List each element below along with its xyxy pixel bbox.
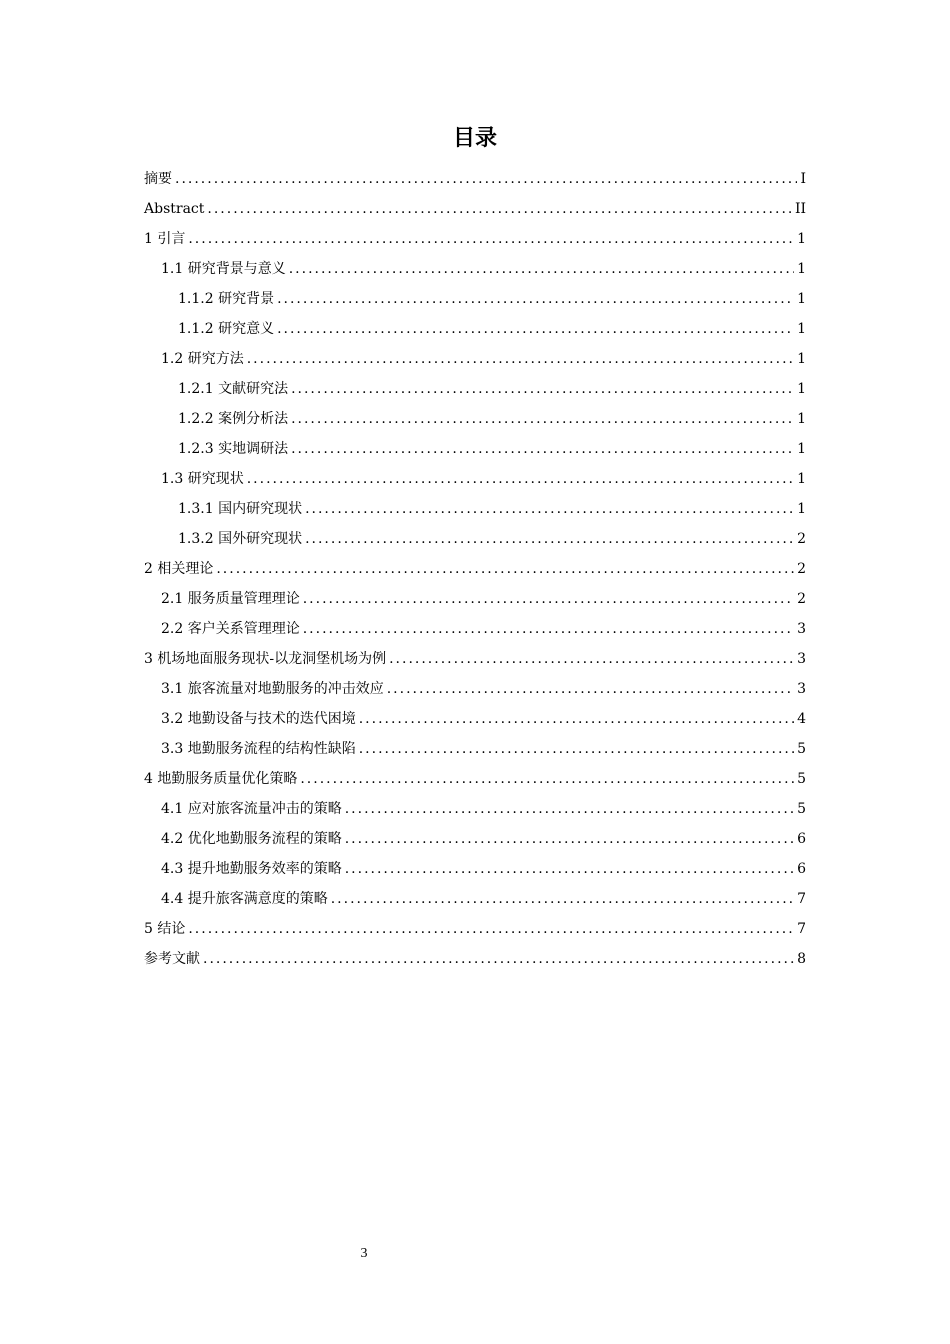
toc-entry[interactable] <box>144 824 806 854</box>
toc-entry[interactable] <box>144 944 806 974</box>
toc-entry-label: 3.1 旅客流量对地勤服务的冲击效应 <box>161 681 384 697</box>
toc-dot-leader <box>300 764 794 794</box>
toc-entry[interactable] <box>144 374 806 404</box>
toc-entry-page: 1 <box>797 441 806 457</box>
toc-dot-leader <box>188 224 794 254</box>
toc-dot-leader <box>331 884 794 914</box>
toc-entry[interactable] <box>144 554 806 584</box>
toc-entry-page: 6 <box>797 831 806 847</box>
toc-dot-leader <box>345 794 794 824</box>
toc-entry-page: 7 <box>797 891 806 907</box>
toc-entry-label: 4.2 优化地勤服务流程的策略 <box>161 831 342 847</box>
toc-dot-leader <box>277 284 794 314</box>
toc-dot-leader <box>247 464 794 494</box>
toc-entry[interactable] <box>144 764 806 794</box>
toc-entry-page: 1 <box>797 501 806 517</box>
toc-entry-page: 3 <box>797 621 806 637</box>
toc-entry[interactable] <box>144 344 806 374</box>
toc-entry-label: 4.4 提升旅客满意度的策略 <box>161 891 328 907</box>
toc-entry[interactable] <box>144 464 806 494</box>
toc-entry-page: 5 <box>797 771 806 787</box>
toc-dot-leader <box>305 524 794 554</box>
toc-entry-label: 1.1.2 研究意义 <box>178 321 275 337</box>
toc-title: 目录 <box>452 126 497 151</box>
page-number: 3 <box>360 1246 368 1261</box>
toc-dot-leader <box>303 584 794 614</box>
toc-entry-label: 1.2 研究方法 <box>161 351 244 367</box>
toc-entry[interactable] <box>144 614 806 644</box>
toc-entry-page: 6 <box>797 861 806 877</box>
toc-dot-leader <box>207 194 792 224</box>
toc-entry-label: 3.3 地勤服务流程的结构性缺陷 <box>161 741 356 757</box>
toc-entry[interactable] <box>144 674 806 704</box>
toc-dot-leader <box>359 734 794 764</box>
toc-entry-page: 8 <box>797 951 806 967</box>
toc-entry-page: 2 <box>797 591 806 607</box>
toc-entry-label: 4.3 提升地勤服务效率的策略 <box>161 861 342 877</box>
toc-entry-page: 1 <box>797 351 806 367</box>
toc-dot-leader <box>345 824 794 854</box>
toc-entry[interactable] <box>144 734 806 764</box>
toc-entry[interactable] <box>144 284 806 314</box>
toc-entry-label: 1.3.2 国外研究现状 <box>178 531 303 547</box>
toc-entry[interactable] <box>144 314 806 344</box>
toc-dot-leader <box>389 644 794 674</box>
toc-entry-page: 1 <box>797 231 806 247</box>
toc-entry-page: I <box>800 171 806 187</box>
toc-entry-page: II <box>794 201 806 217</box>
toc-entry-page: 1 <box>797 261 806 277</box>
toc-entry-label: 2.2 客户关系管理理论 <box>161 621 300 637</box>
toc-dot-leader <box>175 164 797 194</box>
toc-dot-leader <box>216 554 794 584</box>
toc-entry-label: 3 机场地面服务现状-以龙洞堡机场为例 <box>144 651 387 667</box>
toc-dot-leader <box>303 614 794 644</box>
toc-dot-leader <box>291 434 794 464</box>
toc-dot-leader <box>305 494 794 524</box>
toc-entry[interactable] <box>144 704 806 734</box>
toc-entry-label: 5 结论 <box>144 921 186 937</box>
toc-dot-leader <box>387 674 794 704</box>
toc-entry[interactable] <box>144 224 806 254</box>
toc-entry-label: 1.1 研究背景与意义 <box>161 261 286 277</box>
toc-dot-leader <box>359 704 794 734</box>
toc-dot-leader <box>203 944 794 974</box>
toc-entry-label: 4 地勤服务质量优化策略 <box>144 771 298 787</box>
toc-dot-leader <box>277 314 794 344</box>
toc-entry-page: 2 <box>797 531 806 547</box>
toc-entry-page: 1 <box>797 411 806 427</box>
toc-entry-page: 5 <box>797 801 806 817</box>
toc-entry[interactable] <box>144 854 806 884</box>
toc-entry-label: 1.2.2 案例分析法 <box>178 411 289 427</box>
toc-entry-label: 1.1.2 研究背景 <box>178 291 275 307</box>
toc-entry-label: 1.3 研究现状 <box>161 471 244 487</box>
toc-entry[interactable] <box>144 794 806 824</box>
toc-entry[interactable] <box>144 884 806 914</box>
toc-entry-page: 7 <box>797 921 806 937</box>
toc-entry[interactable] <box>144 494 806 524</box>
toc-entry-label: 3.2 地勤设备与技术的迭代困境 <box>161 711 356 727</box>
toc-entry-label: 2 相关理论 <box>144 561 214 577</box>
toc-entry-page: 1 <box>797 471 806 487</box>
toc-entry[interactable] <box>144 644 806 674</box>
table-of-contents <box>144 164 806 974</box>
toc-entry[interactable] <box>144 434 806 464</box>
toc-entry-page: 4 <box>797 711 806 727</box>
toc-entry-label: 摘要 <box>144 171 172 187</box>
toc-entry-page: 1 <box>797 321 806 337</box>
toc-entry[interactable] <box>144 164 806 194</box>
toc-entry-label: 参考文献 <box>144 951 200 967</box>
toc-entry-label: 1 引言 <box>144 231 186 247</box>
toc-entry-label: 2.1 服务质量管理理论 <box>161 591 300 607</box>
toc-entry-page: 2 <box>797 561 806 577</box>
toc-dot-leader <box>291 374 794 404</box>
toc-entry[interactable] <box>144 404 806 434</box>
toc-entry-label: 1.3.1 国内研究现状 <box>178 501 303 517</box>
toc-entry-label: Abstract <box>144 201 205 217</box>
toc-entry-page: 5 <box>797 741 806 757</box>
toc-entry-page: 1 <box>797 291 806 307</box>
toc-dot-leader <box>345 854 794 884</box>
toc-entry[interactable] <box>144 194 806 224</box>
toc-entry-page: 1 <box>797 381 806 397</box>
toc-entry[interactable] <box>144 584 806 614</box>
toc-dot-leader <box>247 344 794 374</box>
toc-entry[interactable] <box>144 254 806 284</box>
toc-entry-label: 4.1 应对旅客流量冲击的策略 <box>161 801 342 817</box>
toc-entry-label: 1.2.3 实地调研法 <box>178 441 289 457</box>
toc-entry[interactable] <box>144 524 806 554</box>
toc-dot-leader <box>291 404 794 434</box>
toc-dot-leader <box>289 254 794 284</box>
toc-entry-page: 3 <box>797 681 806 697</box>
toc-entry[interactable] <box>144 914 806 944</box>
toc-entry-page: 3 <box>797 651 806 667</box>
toc-dot-leader <box>188 914 794 944</box>
toc-entry-label: 1.2.1 文献研究法 <box>178 381 289 397</box>
